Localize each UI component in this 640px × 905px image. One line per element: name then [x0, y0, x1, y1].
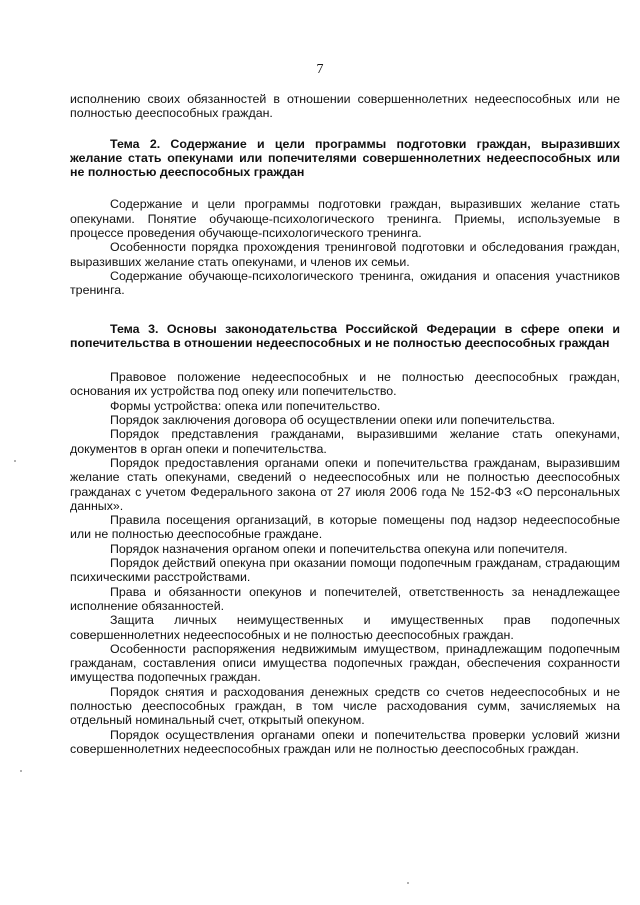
page-number: 7: [316, 62, 324, 77]
topic-2-paragraph: Содержание и цели программы подготовки граждан, выразивших желание стать опекунами. Понятие обучающе-психологического тренинга. Приемы, используемые в процессе проведения обучающе-психологического тренинга.: [70, 197, 620, 241]
topic-3-paragraph: Порядок заключения договора об осуществлении опеки или попечительства.: [110, 413, 556, 428]
topic-3-paragraph: Порядок представления гражданами, выразившими желание стать опекунами, документов в орган опеки и попечительства.: [70, 427, 620, 456]
topic-2-heading: Тема 2. Содержание и цели программы подготовки граждан, выразивших желание стать опекунами или попечителями совершеннолетних недееспособных или не полностью дееспособных граждан: [70, 136, 620, 180]
topic-2-paragraph: Особенности порядка прохождения тренинговой подготовки и обследования граждан, выразивших желание стать опекунами, и членов их семьи.: [70, 240, 620, 269]
topic-3-paragraph: Порядок предоставления органами опеки и попечительства гражданам, выразившим желание стать опекунами, сведений о недееспособных или не полностью дееспособных гражданах с учетом Федерального закона от 27 июля 2006 года № 152-ФЗ «О персональных данных».: [70, 455, 620, 513]
topic-3-paragraph: Особенности распоряжения недвижимым имуществом, принадлежащим подопечным гражданам, составления описи имущества подопечных граждан, обеспечения сохранности имущества подопечных граждан.: [70, 641, 620, 685]
topic-3-paragraph: Порядок снятия и расходования денежных средств со счетов недееспособных и не полностью дееспособных граждан, в том числе расходования сумм, зачисляемых на отдельный номинальный счет, открытый опекуном.: [70, 684, 620, 728]
topic-2-paragraph: Содержание обучающе-психологического тренинга, ожидания и опасения участников тренинга.: [70, 268, 620, 298]
topic-3-paragraph: Правила посещения организаций, в которые помещены под надзор недееспособные или не полностью дееспособные граждане.: [70, 513, 620, 542]
topic-3-heading: Тема 3. Основы законодательства Российской Федерации в сфере опеки и попечительства в отношении недееспособных и не полностью дееспособных граждан: [70, 321, 620, 350]
document-body: [70, 92, 620, 756]
topic-3-paragraph: Правовое положение недееспособных и не полностью дееспособных граждан, основания их устройства под опеку или попечительство.: [70, 370, 620, 399]
topic-3-paragraph: Порядок осуществления органами опеки и попечительства проверки условий жизни совершеннолетних недееспособных граждан или не полностью дееспособных граждан.: [70, 727, 620, 756]
topic-3-paragraph: Права и обязанности опекунов и попечителей, ответственность за ненадлежащее исполнение обязанностей.: [70, 584, 620, 613]
scan-speck: [20, 770, 22, 772]
topic-3-paragraph: Порядок назначения органом опеки и попечительства опекуна или попечителя.: [110, 541, 568, 556]
intro-paragraph: исполнению своих обязанностей в отношении совершеннолетних недееспособных или не полностью дееспособных граждан.: [70, 92, 620, 121]
scan-speck: [14, 460, 16, 462]
topic-3-paragraph: Порядок действий опекуна при оказании помощи подопечным гражданам, страдающим психическими расстройствами.: [70, 556, 620, 585]
scan-speck: [407, 882, 409, 884]
topic-3-paragraph: Защита личных неимущественных и имущественных прав подопечных совершеннолетних недееспособных и не полностью дееспособных граждан.: [70, 613, 620, 642]
topic-3-paragraph: Формы устройства: опека или попечительство.: [110, 398, 381, 413]
